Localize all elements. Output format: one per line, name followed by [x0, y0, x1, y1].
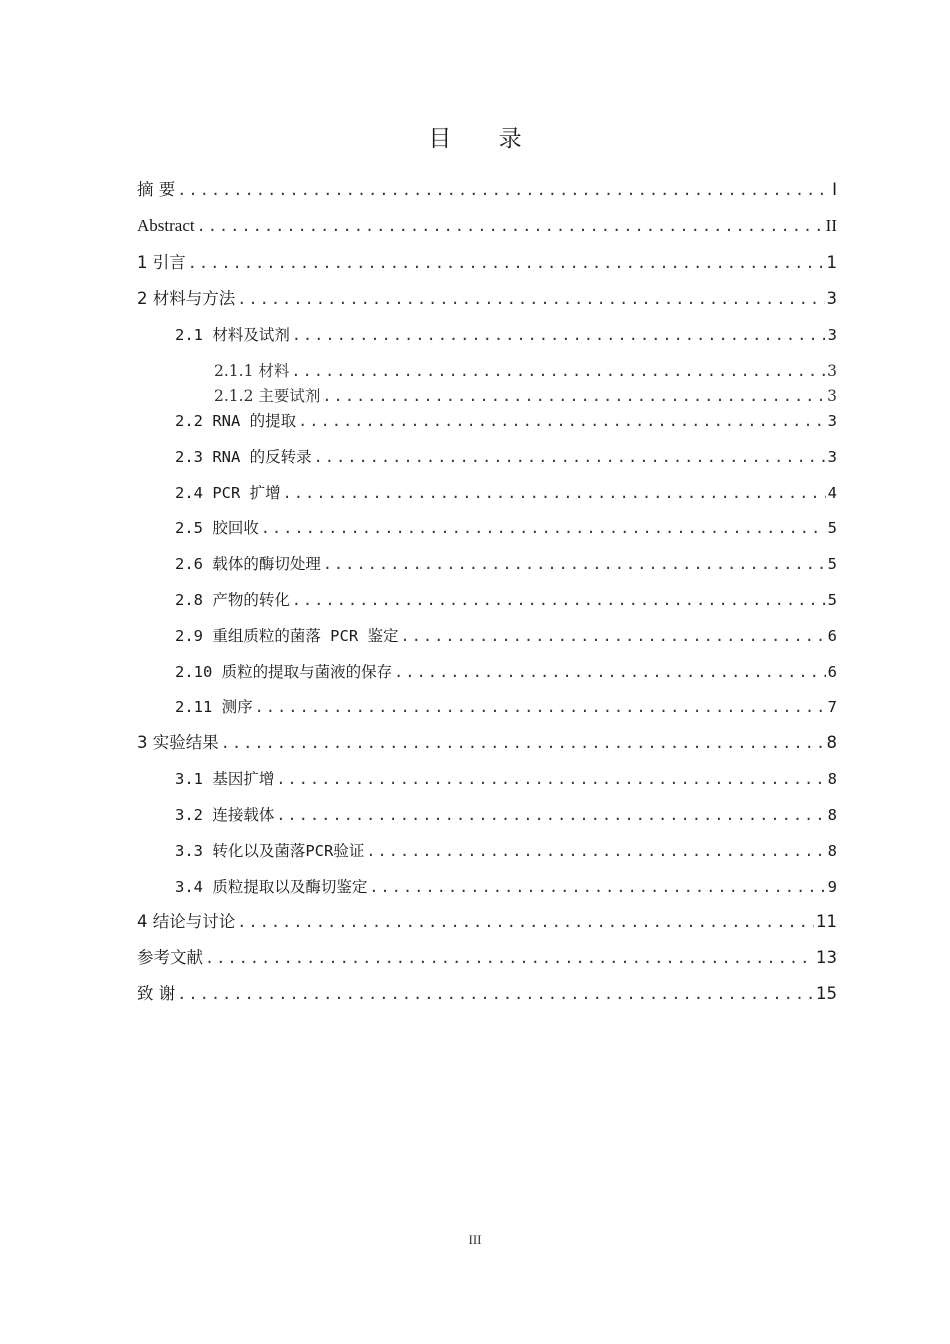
toc-entry-4[interactable] — [137, 910, 837, 934]
toc-entry-page: 3 — [827, 412, 837, 430]
leader-dots — [401, 624, 826, 648]
toc-entry-page: 8 — [826, 733, 837, 752]
leader-dots — [221, 731, 825, 755]
toc-entry-label: 2.8 产物的转化 — [175, 591, 290, 609]
leader-dots — [255, 695, 826, 719]
toc-entry-1[interactable] — [137, 251, 837, 275]
page-number-footer: III — [468, 1232, 482, 1247]
toc-entry-page: 3 — [827, 326, 837, 344]
toc-entry-page: 5 — [827, 591, 837, 609]
toc-entry-page: 15 — [816, 984, 837, 1003]
toc-entry-2-1[interactable] — [175, 323, 837, 347]
leader-dots — [314, 445, 826, 469]
leader-dots — [177, 982, 814, 1006]
toc-entry-page: 6 — [827, 627, 837, 645]
leader-dots — [291, 359, 825, 383]
toc-entry-2-2[interactable] — [175, 409, 837, 433]
toc-entry-label: 1 引言 — [137, 253, 186, 272]
leader-dots — [188, 251, 825, 275]
toc-entry-label: 2.3 RNA 的反转录 — [175, 448, 312, 466]
toc-entry-page: 3 — [827, 448, 837, 466]
toc-entry-2-4[interactable] — [175, 481, 837, 505]
toc-entry-page: 3 — [827, 362, 837, 380]
toc-entry-page: 5 — [827, 555, 837, 573]
leader-dots — [283, 481, 826, 505]
toc-entry-label: 3.1 基因扩增 — [175, 770, 275, 788]
toc-entry-page: 4 — [827, 484, 837, 502]
toc-entry-2-1-2[interactable] — [214, 384, 837, 408]
leader-dots — [323, 552, 826, 576]
toc-entry-3-3[interactable] — [175, 839, 837, 863]
leader-dots — [261, 516, 826, 540]
leader-dots — [177, 178, 830, 202]
page-title: 目 录 — [428, 126, 542, 152]
toc-entry-page: 3 — [827, 387, 837, 405]
toc-entry-3-4[interactable] — [175, 875, 837, 899]
toc-entry-label: 2.6 载体的酶切处理 — [175, 555, 321, 573]
leader-dots — [298, 409, 826, 433]
toc-entry-page: 9 — [827, 878, 837, 896]
toc-entry-3-1[interactable] — [175, 767, 837, 791]
toc-entry-page: 13 — [816, 948, 837, 967]
toc-entry-page: 3 — [826, 289, 837, 308]
leader-dots — [237, 287, 824, 311]
toc-entry-label: 参考文献 — [137, 948, 203, 967]
toc-entry-2-5[interactable] — [175, 516, 837, 540]
toc-entry-3-2[interactable] — [175, 803, 837, 827]
toc-entry-page: 8 — [827, 806, 837, 824]
toc-entry-page: 7 — [827, 698, 837, 716]
toc-entry-label: 4 结论与讨论 — [137, 912, 236, 931]
toc-entry-3[interactable] — [137, 731, 837, 755]
toc-entry-2-6[interactable] — [175, 552, 837, 576]
leader-dots — [205, 946, 814, 970]
toc-entry-2-9[interactable] — [175, 624, 837, 648]
toc-entry-2-8[interactable] — [175, 588, 837, 612]
toc-entry-label: 2 材料与方法 — [137, 289, 236, 308]
leader-dots — [394, 660, 825, 684]
leader-dots — [369, 875, 825, 899]
toc-entry-label: 3.3 转化以及菌落PCR验证 — [175, 842, 365, 860]
toc-entry-page: 8 — [827, 770, 837, 788]
toc-entry-label: 致 谢 — [137, 984, 176, 1003]
toc-entry-label: 3.4 质粒提取以及酶切鉴定 — [175, 878, 368, 896]
toc-entry-abstract-cn[interactable] — [137, 178, 837, 202]
leader-dots — [292, 588, 826, 612]
leader-dots — [322, 384, 825, 408]
toc-entry-2-11[interactable] — [175, 695, 837, 719]
toc-entry-page: 1 — [826, 253, 837, 272]
toc-entry-abstract-en[interactable] — [137, 214, 837, 238]
toc-entry-label: 2.10 质粒的提取与菌液的保存 — [175, 663, 393, 681]
toc-entry-label: 3.2 连接载体 — [175, 806, 275, 824]
leader-dots — [276, 767, 825, 791]
toc-entry-label: 2.11 测序 — [175, 698, 253, 716]
toc-entry-page: 5 — [827, 519, 837, 537]
toc-entry-label: 2.1.2 主要试剂 — [214, 387, 321, 405]
toc-entry-label: 2.9 重组质粒的菌落 PCR 鉴定 — [175, 627, 399, 645]
toc-entry-references[interactable] — [137, 946, 837, 970]
toc-entry-2-1-1[interactable] — [214, 359, 837, 383]
toc-entry-label: Abstract — [137, 216, 195, 235]
toc-entry-2-3[interactable] — [175, 445, 837, 469]
toc-entry-label: 2.4 PCR 扩增 — [175, 484, 281, 502]
toc-entry-page: 6 — [827, 663, 837, 681]
leader-dots — [366, 839, 825, 863]
toc-entry-label: 3 实验结果 — [137, 733, 219, 752]
toc-entry-label: 2.1.1 材料 — [214, 362, 290, 380]
toc-entry-page: 11 — [816, 912, 837, 931]
toc-entry-page: I — [832, 180, 837, 199]
toc-entry-label: 2.5 胶回收 — [175, 519, 259, 537]
toc-entry-acknowledgements[interactable] — [137, 982, 837, 1006]
leader-dots — [292, 323, 826, 347]
leader-dots — [276, 803, 825, 827]
toc-entry-label: 摘 要 — [137, 180, 176, 199]
toc-entry-page: II — [825, 216, 837, 235]
toc-entry-page: 8 — [827, 842, 837, 860]
toc-entry-2-10[interactable] — [175, 660, 837, 684]
toc-entry-label: 2.2 RNA 的提取 — [175, 412, 297, 430]
toc-entry-2[interactable] — [137, 287, 837, 311]
leader-dots — [197, 214, 824, 238]
toc-entry-label: 2.1 材料及试剂 — [175, 326, 290, 344]
leader-dots — [237, 910, 814, 934]
